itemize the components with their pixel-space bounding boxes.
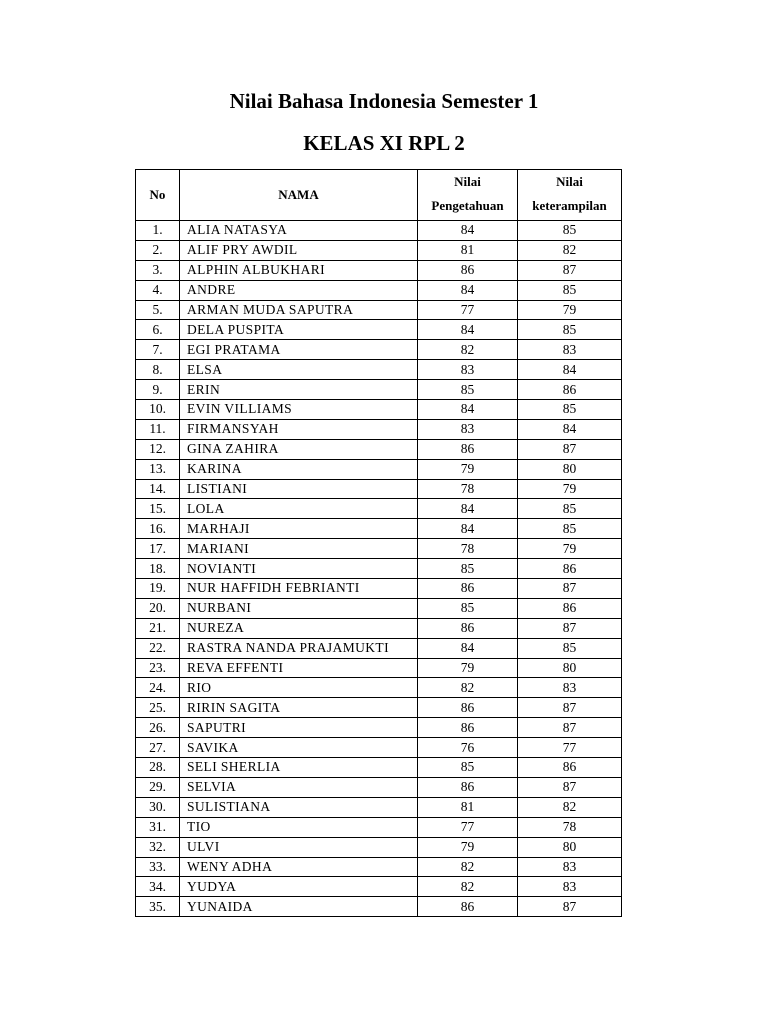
row-number: 1. <box>136 221 180 241</box>
student-name: SAVIKA <box>180 738 418 758</box>
nilai-pengetahuan: 86 <box>418 439 518 459</box>
nilai-pengetahuan: 86 <box>418 897 518 917</box>
table-row <box>136 459 622 479</box>
row-number: 17. <box>136 539 180 559</box>
row-number: 28. <box>136 758 180 778</box>
nilai-pengetahuan: 79 <box>418 837 518 857</box>
nilai-keterampilan: 85 <box>518 499 622 519</box>
table-row <box>136 658 622 678</box>
nilai-pengetahuan: 84 <box>418 221 518 241</box>
student-name: YUNAIDA <box>180 897 418 917</box>
nilai-keterampilan: 83 <box>518 877 622 897</box>
table-row <box>136 300 622 320</box>
nilai-keterampilan: 83 <box>518 340 622 360</box>
row-number: 8. <box>136 360 180 380</box>
nilai-keterampilan: 85 <box>518 320 622 340</box>
student-name: RASTRA NANDA PRAJAMUKTI <box>180 638 418 658</box>
table-row <box>136 419 622 439</box>
student-name: ALIA NATASYA <box>180 221 418 241</box>
table-row <box>136 857 622 877</box>
student-name: MARHAJI <box>180 519 418 539</box>
row-number: 2. <box>136 240 180 260</box>
student-name: LISTIANI <box>180 479 418 499</box>
table-row <box>136 400 622 420</box>
nilai-pengetahuan: 84 <box>418 638 518 658</box>
nilai-pengetahuan: 85 <box>418 559 518 579</box>
nilai-pengetahuan: 84 <box>418 320 518 340</box>
nilai-pengetahuan: 86 <box>418 698 518 718</box>
nilai-keterampilan: 80 <box>518 459 622 479</box>
row-number: 31. <box>136 817 180 837</box>
nilai-pengetahuan: 78 <box>418 479 518 499</box>
student-name: ARMAN MUDA SAPUTRA <box>180 300 418 320</box>
student-name: GINA ZAHIRA <box>180 439 418 459</box>
table-row <box>136 479 622 499</box>
nilai-pengetahuan: 77 <box>418 300 518 320</box>
table-row <box>136 539 622 559</box>
student-name: RIO <box>180 678 418 698</box>
student-name: NUREZA <box>180 618 418 638</box>
row-number: 6. <box>136 320 180 340</box>
table-row <box>136 758 622 778</box>
nilai-pengetahuan: 84 <box>418 499 518 519</box>
student-name: ANDRE <box>180 280 418 300</box>
row-number: 33. <box>136 857 180 877</box>
student-name: EGI PRATAMA <box>180 340 418 360</box>
header-pengetahuan-line2: Pengetahuan <box>431 198 504 213</box>
nilai-keterampilan: 85 <box>518 638 622 658</box>
table-row <box>136 618 622 638</box>
student-name: EVIN VILLIAMS <box>180 400 418 420</box>
table-row <box>136 340 622 360</box>
table-row <box>136 260 622 280</box>
table-row <box>136 380 622 400</box>
table-row <box>136 777 622 797</box>
row-number: 30. <box>136 797 180 817</box>
nilai-pengetahuan: 77 <box>418 817 518 837</box>
row-number: 19. <box>136 579 180 599</box>
row-number: 4. <box>136 280 180 300</box>
student-name: SULISTIANA <box>180 797 418 817</box>
row-number: 16. <box>136 519 180 539</box>
nilai-pengetahuan: 86 <box>418 718 518 738</box>
table-row <box>136 638 622 658</box>
nilai-keterampilan: 87 <box>518 718 622 738</box>
nilai-keterampilan: 86 <box>518 559 622 579</box>
page-title: Nilai Bahasa Indonesia Semester 1 <box>229 89 539 113</box>
table-row <box>136 559 622 579</box>
student-name: LOLA <box>180 499 418 519</box>
table-row <box>136 439 622 459</box>
student-name: WENY ADHA <box>180 857 418 877</box>
row-number: 24. <box>136 678 180 698</box>
student-name: ERIN <box>180 380 418 400</box>
nilai-pengetahuan: 81 <box>418 240 518 260</box>
nilai-keterampilan: 87 <box>518 897 622 917</box>
row-number: 23. <box>136 658 180 678</box>
student-name: ULVI <box>180 837 418 857</box>
table-row <box>136 797 622 817</box>
student-name: NOVIANTI <box>180 559 418 579</box>
table-row <box>136 221 622 241</box>
row-number: 15. <box>136 499 180 519</box>
table-row <box>136 837 622 857</box>
row-number: 12. <box>136 439 180 459</box>
student-name: DELA PUSPITA <box>180 320 418 340</box>
student-name: KARINA <box>180 459 418 479</box>
nilai-pengetahuan: 82 <box>418 340 518 360</box>
student-name: ALPHIN ALBUKHARI <box>180 260 418 280</box>
table-row <box>136 280 622 300</box>
nilai-pengetahuan: 82 <box>418 877 518 897</box>
nilai-pengetahuan: 86 <box>418 777 518 797</box>
nilai-keterampilan: 87 <box>518 698 622 718</box>
nilai-pengetahuan: 81 <box>418 797 518 817</box>
nilai-keterampilan: 80 <box>518 658 622 678</box>
nilai-pengetahuan: 86 <box>418 579 518 599</box>
table-row <box>136 678 622 698</box>
nilai-pengetahuan: 82 <box>418 857 518 877</box>
table-row <box>136 817 622 837</box>
row-number: 10. <box>136 400 180 420</box>
table-row <box>136 579 622 599</box>
table-row <box>136 718 622 738</box>
nilai-keterampilan: 82 <box>518 240 622 260</box>
table-body <box>136 221 622 917</box>
nilai-keterampilan: 77 <box>518 738 622 758</box>
header-row <box>136 170 622 221</box>
student-name: MARIANI <box>180 539 418 559</box>
header-no: No <box>136 170 180 221</box>
nilai-keterampilan: 83 <box>518 857 622 877</box>
student-name: YUDYA <box>180 877 418 897</box>
row-number: 29. <box>136 777 180 797</box>
nilai-pengetahuan: 84 <box>418 400 518 420</box>
student-name: NUR HAFFIDH FEBRIANTI <box>180 579 418 599</box>
table-row <box>136 320 622 340</box>
nilai-pengetahuan: 76 <box>418 738 518 758</box>
student-name: SELI SHERLIA <box>180 758 418 778</box>
nilai-keterampilan: 82 <box>518 797 622 817</box>
row-number: 32. <box>136 837 180 857</box>
student-name: SELVIA <box>180 777 418 797</box>
table-row <box>136 897 622 917</box>
table-row <box>136 360 622 380</box>
row-number: 7. <box>136 340 180 360</box>
table-row <box>136 598 622 618</box>
nilai-keterampilan: 84 <box>518 419 622 439</box>
student-name: ELSA <box>180 360 418 380</box>
row-number: 14. <box>136 479 180 499</box>
student-name: REVA EFFENTI <box>180 658 418 678</box>
header-keterampilan-line2: keterampilan <box>532 198 607 213</box>
nilai-pengetahuan: 83 <box>418 419 518 439</box>
header-nilai-pengetahuan <box>418 170 518 221</box>
nilai-keterampilan: 84 <box>518 360 622 380</box>
table-row <box>136 877 622 897</box>
row-number: 9. <box>136 380 180 400</box>
grades-table <box>135 169 622 917</box>
table-row <box>136 738 622 758</box>
nilai-pengetahuan: 79 <box>418 459 518 479</box>
row-number: 26. <box>136 718 180 738</box>
nilai-pengetahuan: 85 <box>418 758 518 778</box>
student-name: FIRMANSYAH <box>180 419 418 439</box>
row-number: 20. <box>136 598 180 618</box>
nilai-pengetahuan: 78 <box>418 539 518 559</box>
nilai-keterampilan: 87 <box>518 579 622 599</box>
row-number: 18. <box>136 559 180 579</box>
nilai-pengetahuan: 85 <box>418 380 518 400</box>
student-name: TIO <box>180 817 418 837</box>
nilai-keterampilan: 87 <box>518 439 622 459</box>
table-row <box>136 698 622 718</box>
nilai-keterampilan: 85 <box>518 280 622 300</box>
nilai-keterampilan: 78 <box>518 817 622 837</box>
row-number: 5. <box>136 300 180 320</box>
table-row <box>136 519 622 539</box>
header-pengetahuan-line1: Nilai <box>454 174 481 189</box>
table-row <box>136 240 622 260</box>
nilai-pengetahuan: 86 <box>418 618 518 638</box>
row-number: 25. <box>136 698 180 718</box>
header-nama: NAMA <box>180 170 418 221</box>
row-number: 35. <box>136 897 180 917</box>
nilai-pengetahuan: 82 <box>418 678 518 698</box>
row-number: 3. <box>136 260 180 280</box>
nilai-keterampilan: 83 <box>518 678 622 698</box>
row-number: 27. <box>136 738 180 758</box>
nilai-keterampilan: 79 <box>518 479 622 499</box>
row-number: 34. <box>136 877 180 897</box>
nilai-keterampilan: 80 <box>518 837 622 857</box>
student-name: SAPUTRI <box>180 718 418 738</box>
student-name: ALIF PRY AWDIL <box>180 240 418 260</box>
nilai-keterampilan: 85 <box>518 519 622 539</box>
nilai-pengetahuan: 86 <box>418 260 518 280</box>
table-row <box>136 499 622 519</box>
row-number: 22. <box>136 638 180 658</box>
nilai-pengetahuan: 83 <box>418 360 518 380</box>
nilai-pengetahuan: 85 <box>418 598 518 618</box>
header-nilai-keterampilan <box>518 170 622 221</box>
nilai-keterampilan: 79 <box>518 539 622 559</box>
nilai-keterampilan: 86 <box>518 598 622 618</box>
nilai-keterampilan: 86 <box>518 758 622 778</box>
table-header <box>136 170 622 221</box>
nilai-keterampilan: 79 <box>518 300 622 320</box>
class-subtitle: KELAS XI RPL 2 <box>303 131 465 155</box>
nilai-keterampilan: 87 <box>518 260 622 280</box>
nilai-keterampilan: 85 <box>518 221 622 241</box>
nilai-keterampilan: 85 <box>518 400 622 420</box>
header-keterampilan-line1: Nilai <box>556 174 583 189</box>
nilai-keterampilan: 87 <box>518 618 622 638</box>
row-number: 21. <box>136 618 180 638</box>
row-number: 13. <box>136 459 180 479</box>
student-name: RIRIN SAGITA <box>180 698 418 718</box>
nilai-keterampilan: 87 <box>518 777 622 797</box>
row-number: 11. <box>136 419 180 439</box>
nilai-pengetahuan: 79 <box>418 658 518 678</box>
nilai-pengetahuan: 84 <box>418 519 518 539</box>
nilai-pengetahuan: 84 <box>418 280 518 300</box>
student-name: NURBANI <box>180 598 418 618</box>
nilai-keterampilan: 86 <box>518 380 622 400</box>
